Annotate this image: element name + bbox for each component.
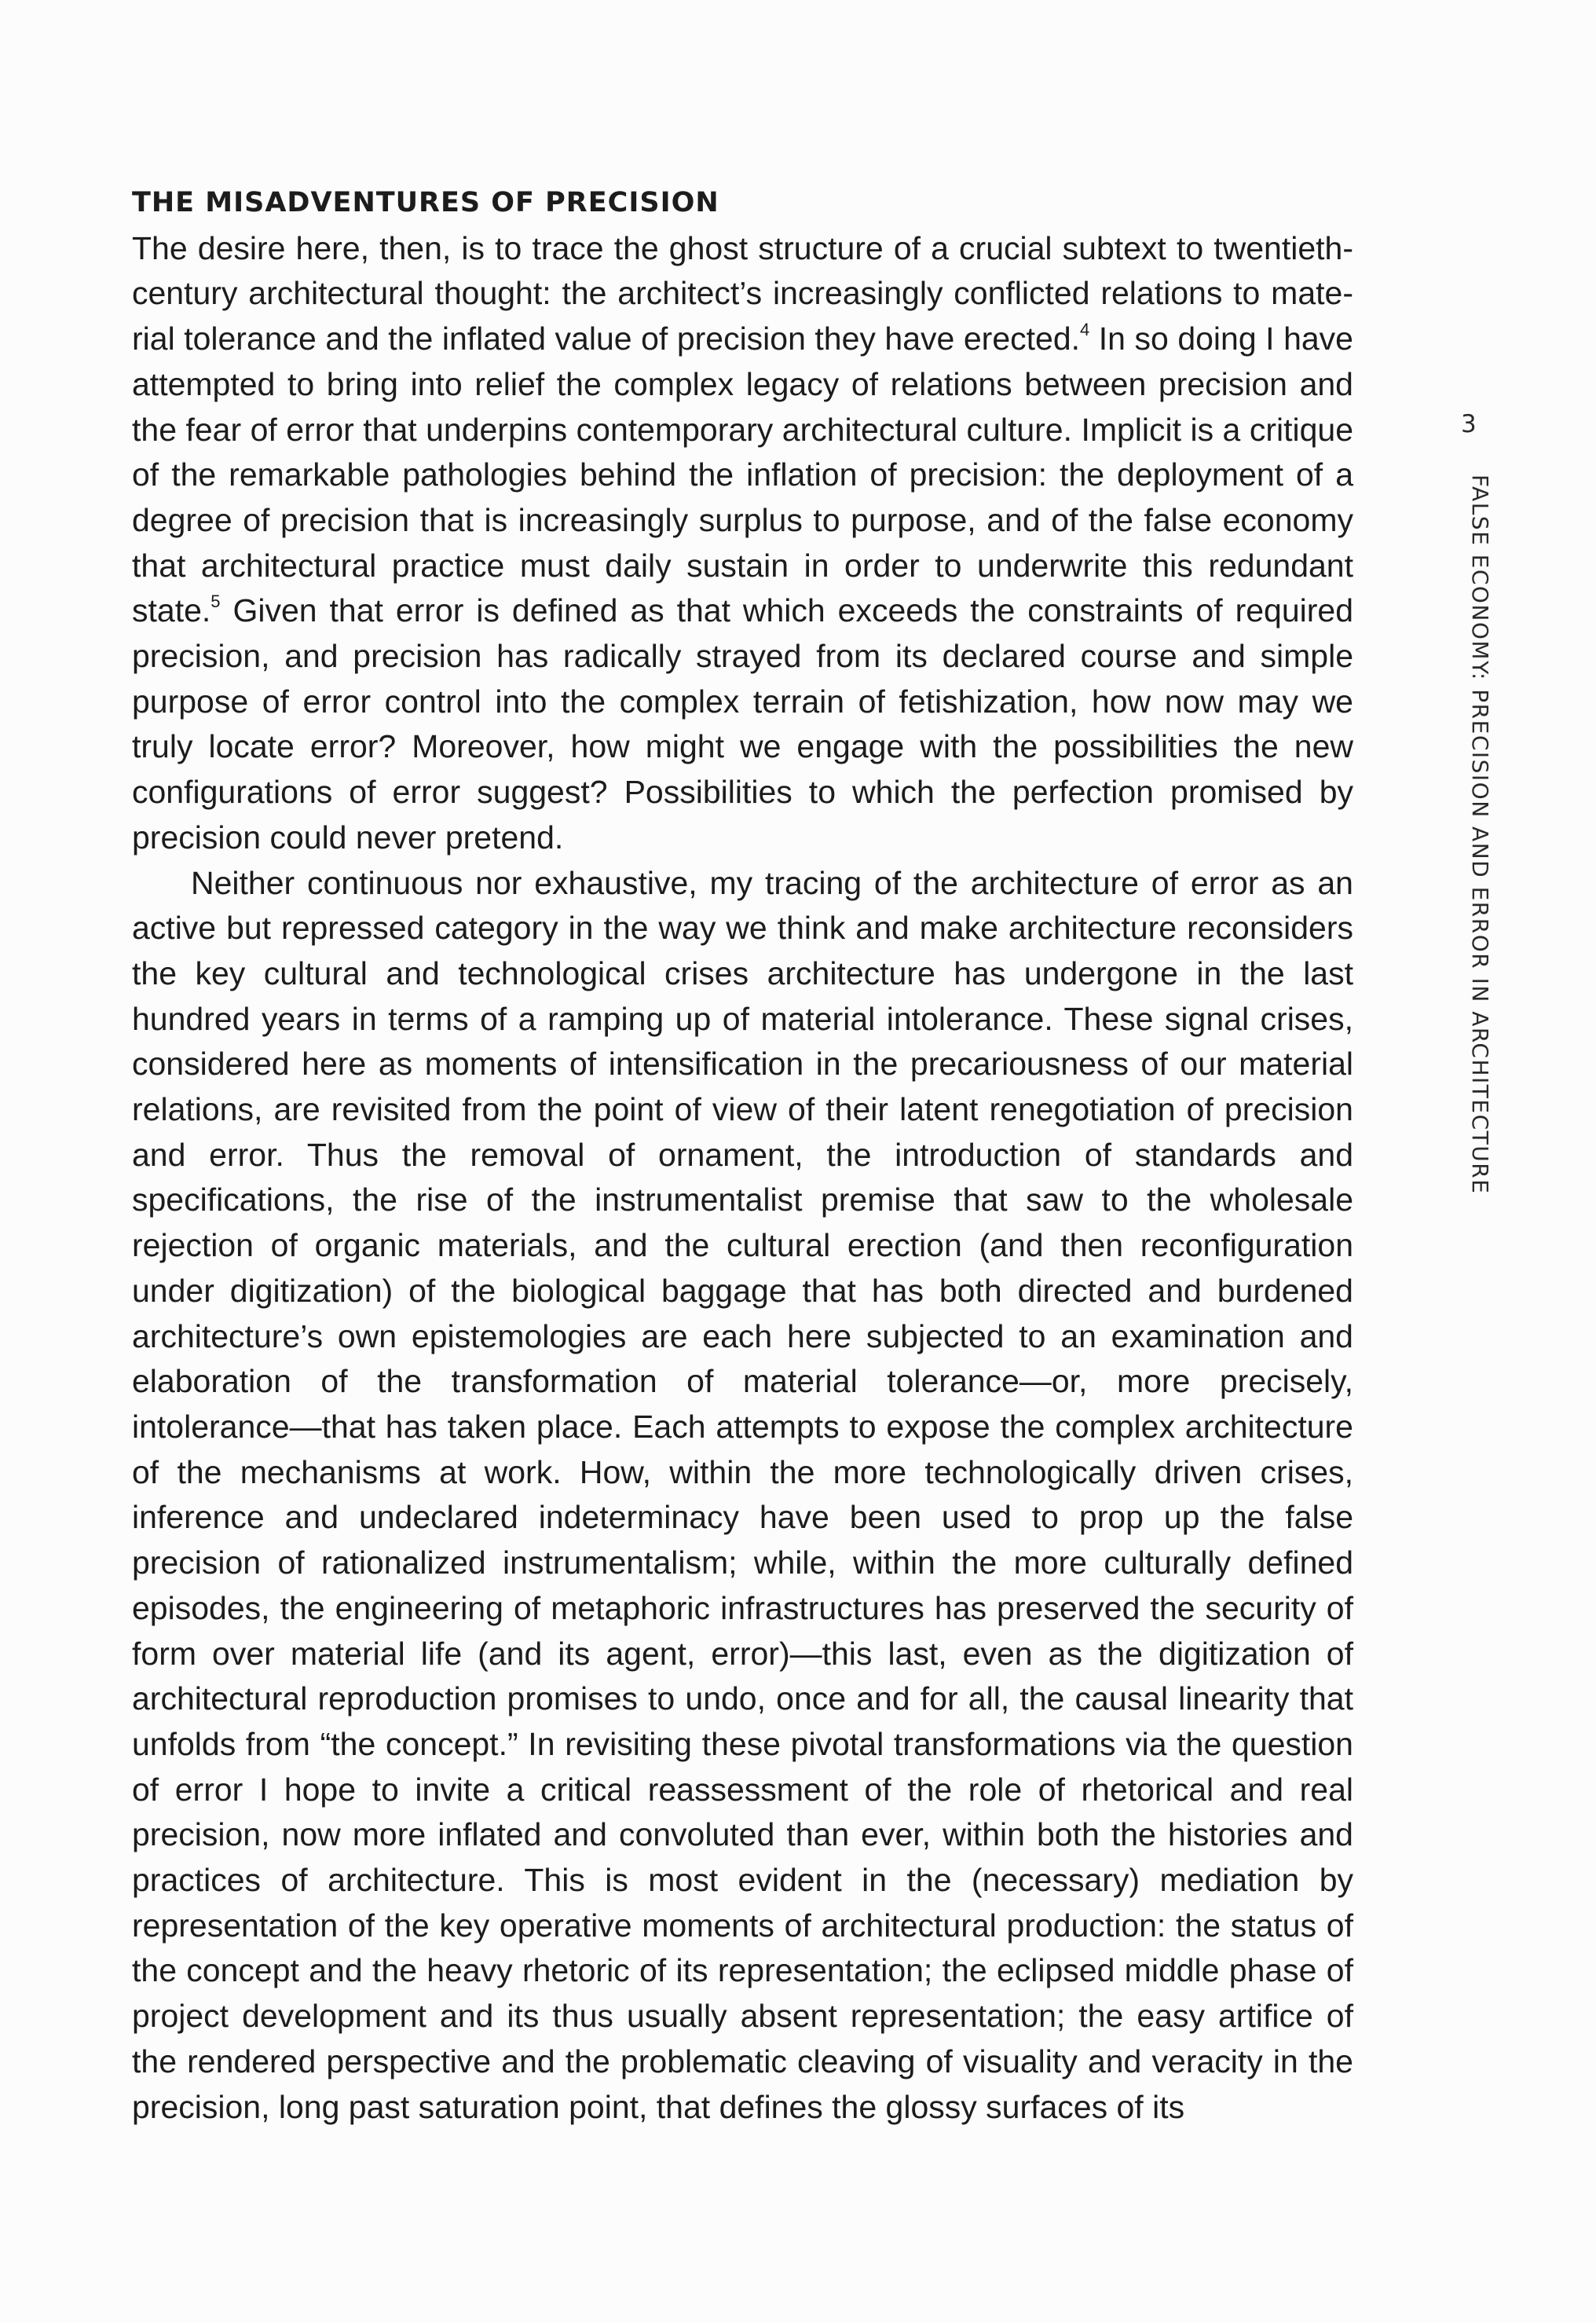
paragraph-1-text-a: The desire here, then, is to trace the ghost structure of a crucial subtext to twentieth-century architectural thought: the architect’s increasingly conflicted relations to material tolerance and the inflated value of precision they have erected.: [132, 229, 1353, 357]
body-text: [132, 181, 1353, 2130]
paragraph-1-text-b: In so doing I have attempted to bring into relief the complex legacy of relations between precision and the fear of error that underpins contemporary architectural culture. Implicit is a critique of the remarkable pathologies behind the inflation of precision: the deployment of a degree of precision that is increasingly surplus to purpose, and of the false economy that architectural practice must daily sustain in order to underwrite this redundant state.: [132, 321, 1353, 629]
footnote-ref-5[interactable]: 5: [210, 592, 221, 612]
running-head: FALSE ECONOMY: PRECISION AND ERROR IN ARCHITECTURE: [1467, 474, 1493, 1195]
paragraph-1-text-c: Given that error is defined as that which exceeds the constraints of required precision, and precision has radically strayed from its declared course and simple purpose of error control into the complex terrain of fetishization, how now may we truly locate error? Moreover, how might we engage with the possibilities the new configurations of error suggest? Possibilities to which the perfection promised by precision could never pretend.: [132, 592, 1353, 856]
paragraph-2: Neither continuous nor exhaustive, my tracing of the architecture of error as an active but repressed category in the way we think and make architecture reconsiders the key cultural and technological crises architecture has undergone in the last hundred years in terms of a ramping up of material intolerance. These signal crises, considered here as moments of intensification in the precariousness of our material relations, are revisited from the point of view of their latent renegotiation of precision and error. Thus the removal of ornament, the introduction of standards and specifications, the rise of the instrumentalist premise that saw to the wholesale rejection of organic materials, and the cultural erection (and then reconfiguration under digitization) of the biological baggage that has both directed and burdened architecture’s own epistemologies are each here subjected to an examination and elaboration of the transformation of material tolerance—or, more precisely, intolerance—that has taken place. Each attempts to expose the complex architecture of the mechanisms at work. How, within the more technologically driven crises, inference and undeclared indeterminacy have been used to prop up the false precision of rationalized instrumentalism; while, within the more culturally defined episodes, the engineering of metaphoric infrastructures has preserved the security of form over material life (and its agent, error)—this last, even as the digitization of architectural reproduction promises to undo, once and for all, the causal linearity that unfolds from “the concept.” In revisiting these pivotal transformations via the question of error I hope to invite a critical reassessment of the role of rhetorical and real precision, now more inflated and convoluted than ever, within both the histories and practices of architecture. This is most evident in the (necessary) mediation by representation of the key operative moments of architectural production: the status of the concept and the heavy rhetoric of its representation; the eclipsed middle phase of project development and its thus usually absent representation; the easy artifice of the rendered perspective and the problematic cleaving of visuality and veracity in the precision, long past saturation point, that defines the glossy surfaces of its: [132, 864, 1353, 2125]
footnote-ref-4[interactable]: 4: [1080, 320, 1090, 340]
page-number: 3: [1461, 410, 1477, 438]
paragraph-1: [132, 226, 1353, 861]
section-heading: THE MISADVENTURES OF PRECISION: [132, 187, 719, 218]
